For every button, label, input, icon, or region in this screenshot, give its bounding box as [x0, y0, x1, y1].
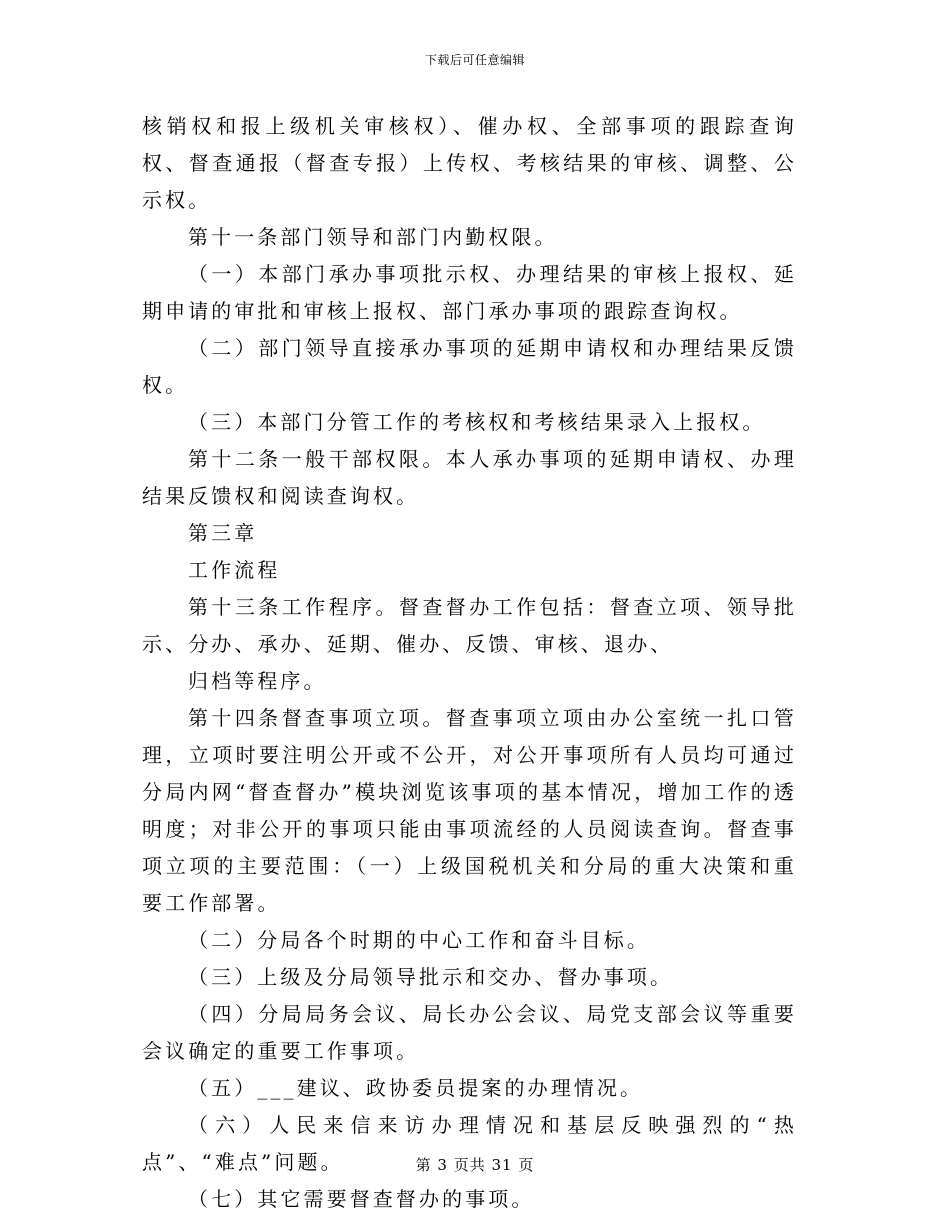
article-11-heading: 第十一条部门领导和部门内勤权限。	[188, 225, 558, 249]
chapter-title: 工作流程	[188, 558, 281, 582]
page-header: 下载后可任意编辑	[424, 53, 525, 67]
paragraph: （三）本部门分管工作的考核权和考核结果录入上报权。	[188, 410, 766, 434]
list-item: （五）___建议、政协委员提案的办理情况。	[188, 1076, 644, 1100]
article-12: 第十二条一般干部权限。本人承办事项的延期申请权、办理结果反馈权和阅读查询权。	[142, 447, 797, 508]
list-item: （六）人民来信来访办理情况和基层反映强烈的“热点”、“难点”问题。	[142, 1113, 797, 1174]
list-item: （四）分局局务会议、局长办公会议、局党支部会议等重要会议确定的重要工作事项。	[142, 1002, 797, 1063]
chapter-number: 第三章	[188, 521, 258, 545]
paragraph: 归档等程序。	[188, 669, 327, 693]
list-item: （七）其它需要督查督办的事项。	[188, 1187, 535, 1211]
article-13: 第十三条工作程序。督查督办工作包括：督查立项、领导批示、分办、承办、延期、催办、反馈、审核、退办、	[142, 595, 797, 656]
list-item: （三）上级及分局领导批示和交办、督办事项。	[188, 965, 674, 989]
paragraph: （二）部门领导直接承办事项的延期申请权和办理结果反馈权。	[142, 336, 797, 397]
paragraph: （一）本部门承办事项批示权、办理结果的审核上报权、延期申请的审批和审核上报权、部门承办事项的跟踪查询权。	[142, 262, 797, 323]
article-14: 第十四条督查事项立项。督查事项立项由办公室统一扎口管理，立项时要注明公开或不公开，对公开事项所有人员均可通过分局内网“督查督办”模块浏览该事项的基本情况，增加工作的透明度；对非公开的事项只能由事项流经的人员阅读查询。督查事项立项的主要范围：（一）上级国税机关和分局的重大决策和重要工作部署。	[142, 706, 797, 915]
page-footer: 第 3 页共 31 页	[415, 1156, 535, 1174]
list-item: （二）分局各个时期的中心工作和奋斗目标。	[188, 928, 650, 952]
paragraph: 核销权和报上级机关审核权）、催办权、全部事项的跟踪查询权、督查通报（督查专报）上传权、考核结果的审核、调整、公示权。	[142, 114, 797, 212]
document-body	[142, 108, 797, 1218]
